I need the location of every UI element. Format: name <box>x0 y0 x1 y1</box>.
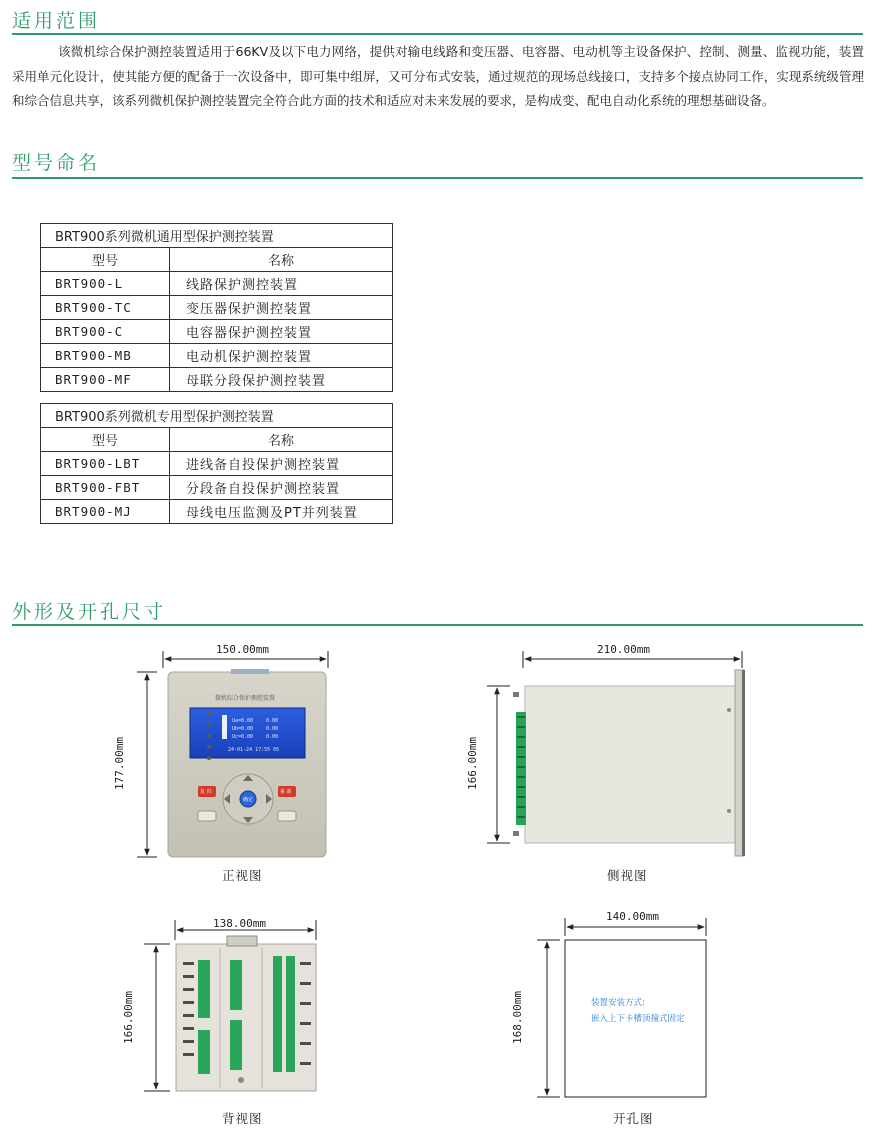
reset-button-label: 复 归 <box>200 789 212 795</box>
cutout-width-label: 140.00mm <box>606 910 659 923</box>
column-header-name: 名称 <box>170 428 393 452</box>
model-cell: BRT900-FBT <box>41 476 170 500</box>
confirm-button-label: 确定 <box>243 797 254 803</box>
side-view <box>487 651 745 856</box>
svg-text:0.00: 0.00 <box>266 726 279 732</box>
name-cell: 母联分段保护测控装置 <box>170 368 393 392</box>
mounting-note-text: 嵌入上下卡槽顶撞式固定 <box>591 1014 685 1024</box>
name-cell: 母线电压监测及PT并列装置 <box>170 500 393 524</box>
column-header-model: 型号 <box>41 428 170 452</box>
svg-text:0.00: 0.00 <box>266 734 279 740</box>
name-cell: 线路保护测控装置 <box>170 272 393 296</box>
name-cell: 进线备自投保护测控装置 <box>170 452 393 476</box>
name-cell: 电动机保护测控装置 <box>170 344 393 368</box>
model-cell: BRT900-MJ <box>41 500 170 524</box>
svg-text:24-01-24 17:55 05: 24-01-24 17:55 05 <box>228 747 280 753</box>
side-width-label: 210.00mm <box>597 643 650 656</box>
caption-side-view: 侧视图 <box>607 868 648 883</box>
caption-front-view: 正视图 <box>222 868 263 883</box>
cutout-height-label: 168.00mm <box>510 991 524 1044</box>
caption-cutout-view: 开孔图 <box>613 1111 654 1126</box>
back-view <box>144 920 316 1091</box>
caption-back-view: 背视图 <box>222 1111 263 1126</box>
intro-paragraph: 该微机综合保护测控装置适用于66KV及以下电力网络，提供对输电线路和变压器、电容器、电动机等主设备保护、控制、测量、监视功能，装置采用单元化设计，使其能方便的配备于一次设备中，即可集中组屏，又可分布式安装，通过规范的现场总线接口，支持多个接点协同工作，实现系统级管理和综合信息共享，该系列微机保护测控装置完全符合此方面的技术和适应对未来发展的要求，是构成变、配电自动化系统的理想基础设备。 <box>12 44 864 108</box>
svg-text:Ua=0.00: Ua=0.00 <box>232 718 254 724</box>
side-height-label: 166.00mm <box>465 737 479 790</box>
svg-text:Ub=0.00: Ub=0.00 <box>232 726 254 732</box>
section-title-scope: 适用范围 <box>12 10 101 32</box>
device-nameplate: 微机综合保护测控装置 <box>215 695 276 702</box>
model-cell: BRT900-MF <box>41 368 170 392</box>
back-width-label: 138.00mm <box>213 917 266 930</box>
name-cell: 变压器保护测控装置 <box>170 296 393 320</box>
table-title: BRT900系列微机通用型保护测控装置 <box>41 224 393 248</box>
table-title: BRT900系列微机专用型保护测控装置 <box>41 404 393 428</box>
mounting-note-title: 装置安装方式: <box>591 998 645 1008</box>
section-title-naming: 型号命名 <box>12 152 101 174</box>
model-cell: BRT900-LBT <box>41 452 170 476</box>
front-view <box>137 651 328 857</box>
name-cell: 分段备自投保护测控装置 <box>170 476 393 500</box>
section-title-dimensions: 外形及开孔尺寸 <box>12 601 167 623</box>
svg-text:0.00: 0.00 <box>266 718 279 724</box>
model-cell: BRT900-TC <box>41 296 170 320</box>
front-height-label: 177.00mm <box>112 737 126 790</box>
svg-text:Uc=0.00: Uc=0.00 <box>232 734 254 740</box>
restart-button-label: 重 新 <box>280 789 292 795</box>
column-header-name: 名称 <box>170 248 393 272</box>
name-cell: 电容器保护测控装置 <box>170 320 393 344</box>
front-width-label: 150.00mm <box>216 643 269 656</box>
column-header-model: 型号 <box>41 248 170 272</box>
model-cell: BRT900-C <box>41 320 170 344</box>
model-cell: BRT900-MB <box>41 344 170 368</box>
model-cell: BRT900-L <box>41 272 170 296</box>
back-height-label: 166.00mm <box>121 991 135 1044</box>
